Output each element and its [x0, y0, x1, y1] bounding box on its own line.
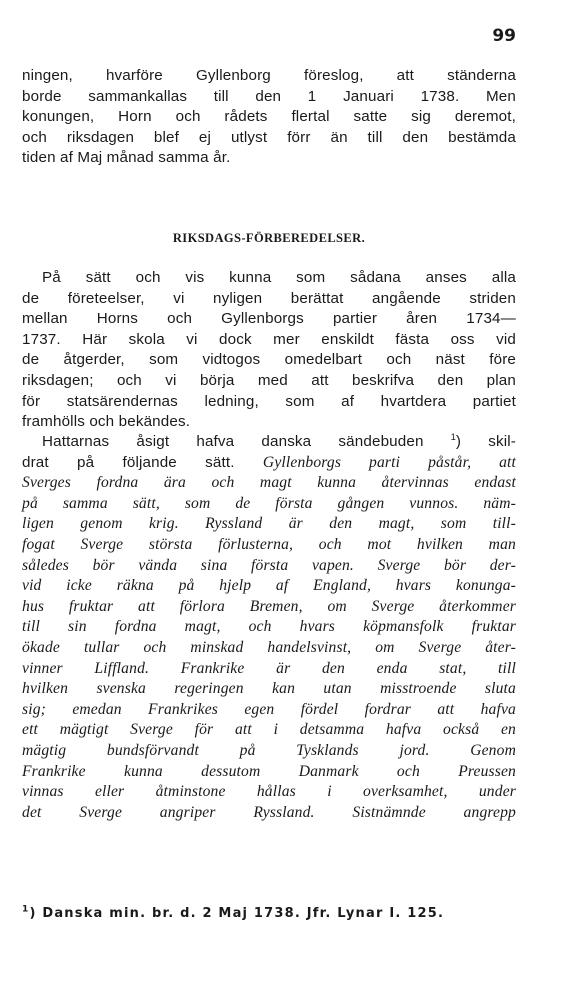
text-line: riksdagen; och vi börja med att beskrifva den plan: [22, 371, 516, 389]
italic-line: på samma sätt, som de första gången vunnos. näm-: [22, 494, 516, 512]
italic-line: vinnas eller åtminstone hållas i overksamhet, under: [22, 783, 516, 801]
text-line: och riksdagen blef ej utlyst förr än till den bestämda: [22, 128, 516, 146]
text-line: [22, 453, 516, 474]
text-line: för statsärendernas ledning, som af hvartdera partiet: [22, 392, 516, 410]
text-line: mellan Horns och Gyllenborgs partier åren 1734—: [22, 310, 516, 328]
text-line: 1737. Här skola vi dock mer enskildt fästa oss vid: [22, 330, 516, 348]
italic-line: ett mägtigt Sverge för att i detsamma hafva också en: [22, 721, 516, 739]
text-line: framhölls och bekändes.: [22, 413, 191, 431]
text-run: drat på följande sätt.: [22, 453, 235, 471]
italic-line: ökade tullar och minskad handelsvinst, om Sverge åter-: [22, 638, 516, 656]
paragraph-2: [22, 268, 516, 433]
italic-line: det Sverge angriper Ryssland. Sistnämnde angrepp: [22, 803, 516, 821]
section-heading: RIKSDAGS-FÖRBEREDELSER.: [172, 231, 366, 245]
text-line: [22, 432, 516, 453]
footnote-ref: 1: [450, 431, 456, 442]
italic-line: ligen genom krig. Ryssland är den magt, som till-: [22, 515, 516, 533]
paragraph-1: [22, 66, 516, 169]
footnote-text: ) Danska min. br. d. 2 Maj 1738. Jfr. Lynar I. 125.: [29, 906, 445, 921]
text-line: tiden af Maj månad samma år.: [22, 149, 231, 167]
text-run: ) skil-: [455, 433, 517, 450]
italic-run: Gyllenborgs parti påstår, att: [262, 453, 517, 471]
text-run: Hattarnas åsigt hafva danska sändebuden: [42, 433, 424, 450]
text-line: de åtgerder, som vidtogos omedelbart och näst före: [22, 351, 516, 369]
italic-line: hus fruktar att förlora Bremen, om Sverge återkommer: [22, 597, 516, 615]
text-line: ningen, hvarföre Gyllenborg föreslog, att ständerna: [22, 67, 516, 84]
italic-line: således bör vända sina första vapen. Sverge bör der-: [22, 556, 516, 574]
paragraph-3: [22, 432, 516, 823]
italic-line: vid icke räkna på hjelp af England, hvars konunga-: [22, 577, 516, 595]
italic-line: Sverges fordna ära och magt kunna återvinnas endast: [22, 474, 516, 492]
text-line: På sätt och vis kunna som sådana anses alla: [42, 269, 516, 286]
footnote: [22, 906, 516, 921]
italic-line: hvilken svenska regeringen kan utan misstroende sluta: [22, 680, 516, 698]
text-line: konungen, Horn och rådets flertal satte sig deremot,: [22, 108, 516, 126]
italic-line: fogat Sverge största förlusterna, och mot hvilken man: [22, 535, 516, 553]
page-number: 99: [492, 26, 516, 46]
footnote-marker: 1: [22, 904, 30, 915]
italic-line: Frankrike kunna dessutom Danmark och Preussen: [22, 762, 516, 780]
italic-line: sig; emedan Frankrikes egen fördel fordrar att hafva: [22, 700, 516, 718]
text-line: de företeelser, vi nyligen berättat angående striden: [22, 289, 516, 307]
text-line: borde sammankallas till den 1 Januari 1738. Men: [22, 87, 516, 105]
italic-line: till sin fordna magt, och hvars köpmansfolk fruktar: [22, 618, 516, 636]
italic-line: mägtig bundsförvandt på Tysklands jord. Genom: [22, 741, 516, 759]
italic-line: vinner Liffland. Frankrike är den enda stat, till: [22, 659, 516, 677]
